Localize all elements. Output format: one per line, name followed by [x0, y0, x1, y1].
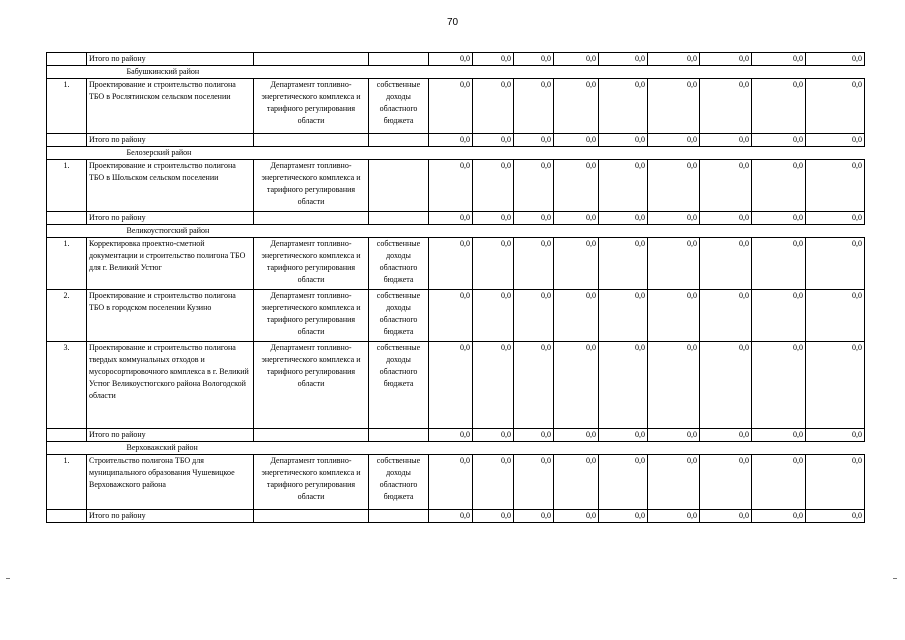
value-cell: 0,0: [514, 429, 554, 442]
value-cell: 0,0: [752, 79, 806, 134]
source-cell: [369, 212, 429, 225]
row-number-cell: [47, 429, 87, 442]
value-cell: 0,0: [648, 429, 700, 442]
value-cell: 0,0: [806, 455, 865, 510]
value-cell: 0,0: [700, 429, 752, 442]
row-number-cell: [47, 442, 87, 455]
row-number: 1.: [47, 238, 87, 290]
value-cell: 0,0: [599, 290, 648, 342]
district-name: Великоустюгский район: [87, 225, 865, 238]
value-cell: 0,0: [599, 53, 648, 66]
value-cell: 0,0: [429, 342, 473, 429]
project-title: Проектирование и строительство полигона твердых коммунальных отходов и мусоросортировочного комплекса в г. Великий Устюг Великоустюгского района Вологодской области: [87, 342, 254, 429]
value-cell: 0,0: [752, 455, 806, 510]
executor-cell: [254, 134, 369, 147]
value-cell: 0,0: [554, 238, 599, 290]
value-cell: 0,0: [806, 510, 865, 523]
value-cell: 0,0: [700, 53, 752, 66]
value-cell: 0,0: [752, 160, 806, 212]
value-cell: 0,0: [554, 134, 599, 147]
district-total-row: [47, 134, 865, 147]
district-total-row: [47, 429, 865, 442]
value-cell: 0,0: [752, 238, 806, 290]
project-row: [47, 160, 865, 212]
value-cell: 0,0: [429, 429, 473, 442]
value-cell: 0,0: [554, 429, 599, 442]
value-cell: 0,0: [599, 134, 648, 147]
table-body: [47, 53, 865, 523]
value-cell: 0,0: [514, 510, 554, 523]
value-cell: 0,0: [752, 290, 806, 342]
value-cell: 0,0: [514, 53, 554, 66]
row-number: 1.: [47, 79, 87, 134]
value-cell: 0,0: [514, 342, 554, 429]
value-cell: 0,0: [648, 238, 700, 290]
value-cell: 0,0: [429, 212, 473, 225]
executor: Департамент топливно-энергетического комплекса и тарифного регулирования области: [254, 160, 369, 212]
funding-source: собственные доходы областного бюджета: [369, 238, 429, 290]
value-cell: 0,0: [806, 53, 865, 66]
value-cell: 0,0: [429, 53, 473, 66]
value-cell: 0,0: [752, 510, 806, 523]
value-cell: 0,0: [514, 290, 554, 342]
value-cell: 0,0: [752, 429, 806, 442]
value-cell: 0,0: [599, 455, 648, 510]
value-cell: 0,0: [429, 290, 473, 342]
project-row: [47, 455, 865, 510]
row-number-cell: [47, 225, 87, 238]
value-cell: 0,0: [514, 160, 554, 212]
district-header-row: [47, 442, 865, 455]
district-header-row: [47, 225, 865, 238]
source-cell: [369, 510, 429, 523]
value-cell: 0,0: [752, 212, 806, 225]
value-cell: 0,0: [429, 455, 473, 510]
row-number: 3.: [47, 342, 87, 429]
district-total-row: [47, 212, 865, 225]
value-cell: 0,0: [700, 510, 752, 523]
left-edge-mark: [6, 578, 10, 579]
row-number-cell: [47, 510, 87, 523]
value-cell: 0,0: [700, 134, 752, 147]
budget-table: [46, 52, 865, 523]
total-label: Итого по району: [87, 429, 254, 442]
value-cell: 0,0: [554, 290, 599, 342]
project-title: Строительство полигона ТБО для муниципального образования Чушевицкое Верховажского района: [87, 455, 254, 510]
value-cell: 0,0: [473, 342, 514, 429]
value-cell: 0,0: [473, 290, 514, 342]
row-number-cell: [47, 147, 87, 160]
value-cell: 0,0: [806, 429, 865, 442]
funding-source: собственные доходы областного бюджета: [369, 455, 429, 510]
value-cell: 0,0: [554, 510, 599, 523]
executor: Департамент топливно-энергетического комплекса и тарифного регулирования области: [254, 290, 369, 342]
value-cell: 0,0: [429, 160, 473, 212]
funding-source: собственные доходы областного бюджета: [369, 342, 429, 429]
value-cell: 0,0: [806, 160, 865, 212]
value-cell: 0,0: [806, 134, 865, 147]
funding-source: [369, 160, 429, 212]
value-cell: 0,0: [599, 79, 648, 134]
total-label: Итого по району: [87, 510, 254, 523]
project-row: [47, 290, 865, 342]
value-cell: 0,0: [429, 510, 473, 523]
funding-source: собственные доходы областного бюджета: [369, 290, 429, 342]
row-number: 1.: [47, 455, 87, 510]
value-cell: 0,0: [599, 429, 648, 442]
value-cell: 0,0: [806, 342, 865, 429]
row-number-cell: [47, 53, 87, 66]
project-row: [47, 79, 865, 134]
district-name: Белозерский район: [87, 147, 865, 160]
value-cell: 0,0: [648, 510, 700, 523]
value-cell: 0,0: [554, 212, 599, 225]
right-edge-mark: [893, 578, 897, 579]
value-cell: 0,0: [473, 134, 514, 147]
value-cell: 0,0: [599, 342, 648, 429]
value-cell: 0,0: [514, 212, 554, 225]
value-cell: 0,0: [473, 160, 514, 212]
executor-cell: [254, 510, 369, 523]
value-cell: 0,0: [806, 290, 865, 342]
project-title: Проектирование и строительство полигона ТБО в городском поселении Кузино: [87, 290, 254, 342]
total-label: Итого по району: [87, 212, 254, 225]
value-cell: 0,0: [599, 510, 648, 523]
value-cell: 0,0: [599, 160, 648, 212]
row-number-cell: [47, 134, 87, 147]
district-name: Верховажский район: [87, 442, 865, 455]
value-cell: 0,0: [700, 79, 752, 134]
value-cell: 0,0: [700, 212, 752, 225]
source-cell: [369, 53, 429, 66]
district-total-row: [47, 53, 865, 66]
value-cell: 0,0: [700, 290, 752, 342]
value-cell: 0,0: [554, 455, 599, 510]
value-cell: 0,0: [806, 212, 865, 225]
value-cell: 0,0: [473, 455, 514, 510]
row-number: 2.: [47, 290, 87, 342]
district-total-row: [47, 510, 865, 523]
executor: Департамент топливно-энергетического комплекса и тарифного регулирования области: [254, 79, 369, 134]
value-cell: 0,0: [473, 510, 514, 523]
executor-cell: [254, 429, 369, 442]
value-cell: 0,0: [429, 79, 473, 134]
value-cell: 0,0: [648, 53, 700, 66]
value-cell: 0,0: [599, 238, 648, 290]
total-label: Итого по району: [87, 134, 254, 147]
value-cell: 0,0: [599, 212, 648, 225]
value-cell: 0,0: [473, 79, 514, 134]
value-cell: 0,0: [648, 342, 700, 429]
district-header-row: [47, 147, 865, 160]
project-row: [47, 238, 865, 290]
page-number: 70: [446, 17, 459, 28]
funding-source: собственные доходы областного бюджета: [369, 79, 429, 134]
value-cell: 0,0: [554, 79, 599, 134]
value-cell: 0,0: [514, 79, 554, 134]
value-cell: 0,0: [514, 455, 554, 510]
value-cell: 0,0: [806, 79, 865, 134]
value-cell: 0,0: [554, 160, 599, 212]
value-cell: 0,0: [648, 212, 700, 225]
executor-cell: [254, 53, 369, 66]
value-cell: 0,0: [700, 342, 752, 429]
district-header-row: [47, 66, 865, 79]
value-cell: 0,0: [752, 342, 806, 429]
total-label: Итого по району: [87, 53, 254, 66]
value-cell: 0,0: [700, 160, 752, 212]
value-cell: 0,0: [554, 342, 599, 429]
value-cell: 0,0: [648, 134, 700, 147]
value-cell: 0,0: [752, 134, 806, 147]
row-number-cell: [47, 66, 87, 79]
executor: Департамент топливно-энергетического комплекса и тарифного регулирования области: [254, 238, 369, 290]
value-cell: 0,0: [429, 134, 473, 147]
project-row: [47, 342, 865, 429]
value-cell: 0,0: [752, 53, 806, 66]
executor: Департамент топливно-энергетического комплекса и тарифного регулирования области: [254, 342, 369, 429]
value-cell: 0,0: [473, 238, 514, 290]
project-title: Проектирование и строительство полигона ТБО в Шольском сельском поселении: [87, 160, 254, 212]
value-cell: 0,0: [648, 290, 700, 342]
executor: Департамент топливно-энергетического комплекса и тарифного регулирования области: [254, 455, 369, 510]
value-cell: 0,0: [700, 455, 752, 510]
value-cell: 0,0: [554, 53, 599, 66]
source-cell: [369, 429, 429, 442]
value-cell: 0,0: [806, 238, 865, 290]
row-number: 1.: [47, 160, 87, 212]
value-cell: 0,0: [429, 238, 473, 290]
value-cell: 0,0: [648, 79, 700, 134]
source-cell: [369, 134, 429, 147]
row-number-cell: [47, 212, 87, 225]
value-cell: 0,0: [473, 212, 514, 225]
executor-cell: [254, 212, 369, 225]
value-cell: 0,0: [514, 238, 554, 290]
district-name: Бабушкинский район: [87, 66, 865, 79]
project-title: Проектирование и строительство полигона ТБО в Рослятинском сельском поселении: [87, 79, 254, 134]
value-cell: 0,0: [700, 238, 752, 290]
value-cell: 0,0: [648, 160, 700, 212]
project-title: Корректировка проектно-сметной документации и строительство полигона ТБО для г. Великий Устюг: [87, 238, 254, 290]
value-cell: 0,0: [648, 455, 700, 510]
value-cell: 0,0: [514, 134, 554, 147]
value-cell: 0,0: [473, 53, 514, 66]
value-cell: 0,0: [473, 429, 514, 442]
